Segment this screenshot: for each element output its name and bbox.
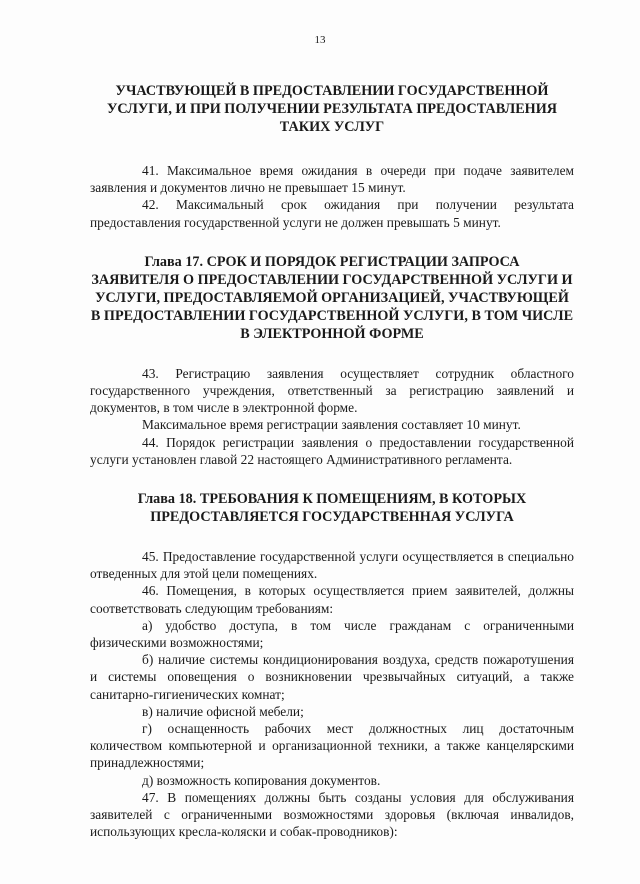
paragraph-46-item-c: в) наличие офисной мебели; [142, 703, 304, 719]
spacer [90, 468, 574, 490]
paragraph-46: 46. Помещения, в которых осуществляется прием заявителей, должны соответствовать следующим требованиям: [90, 583, 574, 616]
heading-line: Глава 17. СРОК И ПОРЯДОК РЕГИСТРАЦИИ ЗАПРОСА [144, 253, 520, 270]
spacer [90, 231, 574, 253]
paragraph-43-max-time: Максимальное время регистрации заявления составляет 10 минут. [142, 417, 521, 433]
paragraph-42: 42. Максимальный срок ожидания при получении результата предоставления государственной услуги не должен превышать 5 минут. [90, 197, 574, 230]
heading-line: Глава 18. ТРЕБОВАНИЯ К ПОМЕЩЕНИЯМ, В КОТОРЫХ [137, 491, 527, 508]
heading-line: УСЛУГИ, ПРЕДОСТАВЛЯЕМОЙ ОРГАНИЗАЦИЕЙ, УЧАСТВУЮЩЕЙ [95, 289, 569, 306]
spacer [90, 136, 574, 162]
paragraph-41: 41. Максимальное время ожидания в очереди при подаче заявителем заявления и документов лично не превышает 15 минут. [90, 163, 574, 196]
heading-line: УСЛУГИ, И ПРИ ПОЛУЧЕНИИ РЕЗУЛЬТАТА ПРЕДОСТАВЛЕНИЯ [106, 101, 557, 117]
paragraph-46-item-a: а) удобство доступа, в том числе гражданам с ограниченными физическими возможностями; [90, 617, 574, 651]
heading-line: В ПРЕДОСТАВЛЕНИИ ГОСУДАРСТВЕННОЙ УСЛУГИ, В ТОМ ЧИСЛЕ [90, 307, 574, 324]
section-heading-continued [90, 82, 574, 136]
paragraph-46-item-d: г) оснащенность рабочих мест должностных лиц достаточным количеством компьютерной и организационной техники, а также канцелярскими принадлежностями; [90, 721, 574, 771]
paragraph-45: 45. Предоставление государственной услуги осуществляется в специально отведенных для этой цели помещениях. [90, 549, 574, 582]
spacer [90, 343, 574, 365]
paragraph-46-item-b: б) наличие системы кондиционирования воздуха, средств пожаротушения и системы оповещения о возникновении чрезвычайных ситуаций, а также санитарно-гигиенических комнат; [90, 652, 574, 702]
heading-line: ЗАЯВИТЕЛЯ О ПРЕДОСТАВЛЕНИИ ГОСУДАРСТВЕННОЙ УСЛУГИ И [91, 271, 573, 288]
page-content [90, 82, 574, 840]
chapter-17-heading [90, 253, 574, 343]
paragraph-46-item-e: д) возможность копирования документов. [142, 772, 381, 788]
heading-line: ПРЕДОСТАВЛЯЕТСЯ ГОСУДАРСТВЕННАЯ УСЛУГА [150, 509, 514, 526]
paragraph-47: 47. В помещениях должны быть созданы условия для обслуживания заявителей с ограниченными возможностями здоровья (включая инвалидов, использующих кресла-коляски и собак-проводников): [90, 789, 574, 840]
heading-line: ТАКИХ УСЛУГ [279, 119, 385, 135]
page-number: 13 [314, 34, 326, 46]
spacer [90, 526, 574, 548]
paragraph-44: 44. Порядок регистрации заявления о предоставлении государственной услуги установлен главой 22 настоящего Административного регламента. [90, 434, 574, 467]
heading-line: УЧАСТВУЮЩЕЙ В ПРЕДОСТАВЛЕНИИ ГОСУДАРСТВЕННОЙ [115, 83, 549, 99]
heading-line: В ЭЛЕКТРОННОЙ ФОРМЕ [240, 325, 424, 342]
paragraph-43: 43. Регистрацию заявления осуществляет сотрудник областного государственного учреждения, ответственный за регистрацию заявлений и документов, в том числе в электронной форме. [90, 365, 574, 416]
chapter-18-heading [90, 490, 574, 526]
